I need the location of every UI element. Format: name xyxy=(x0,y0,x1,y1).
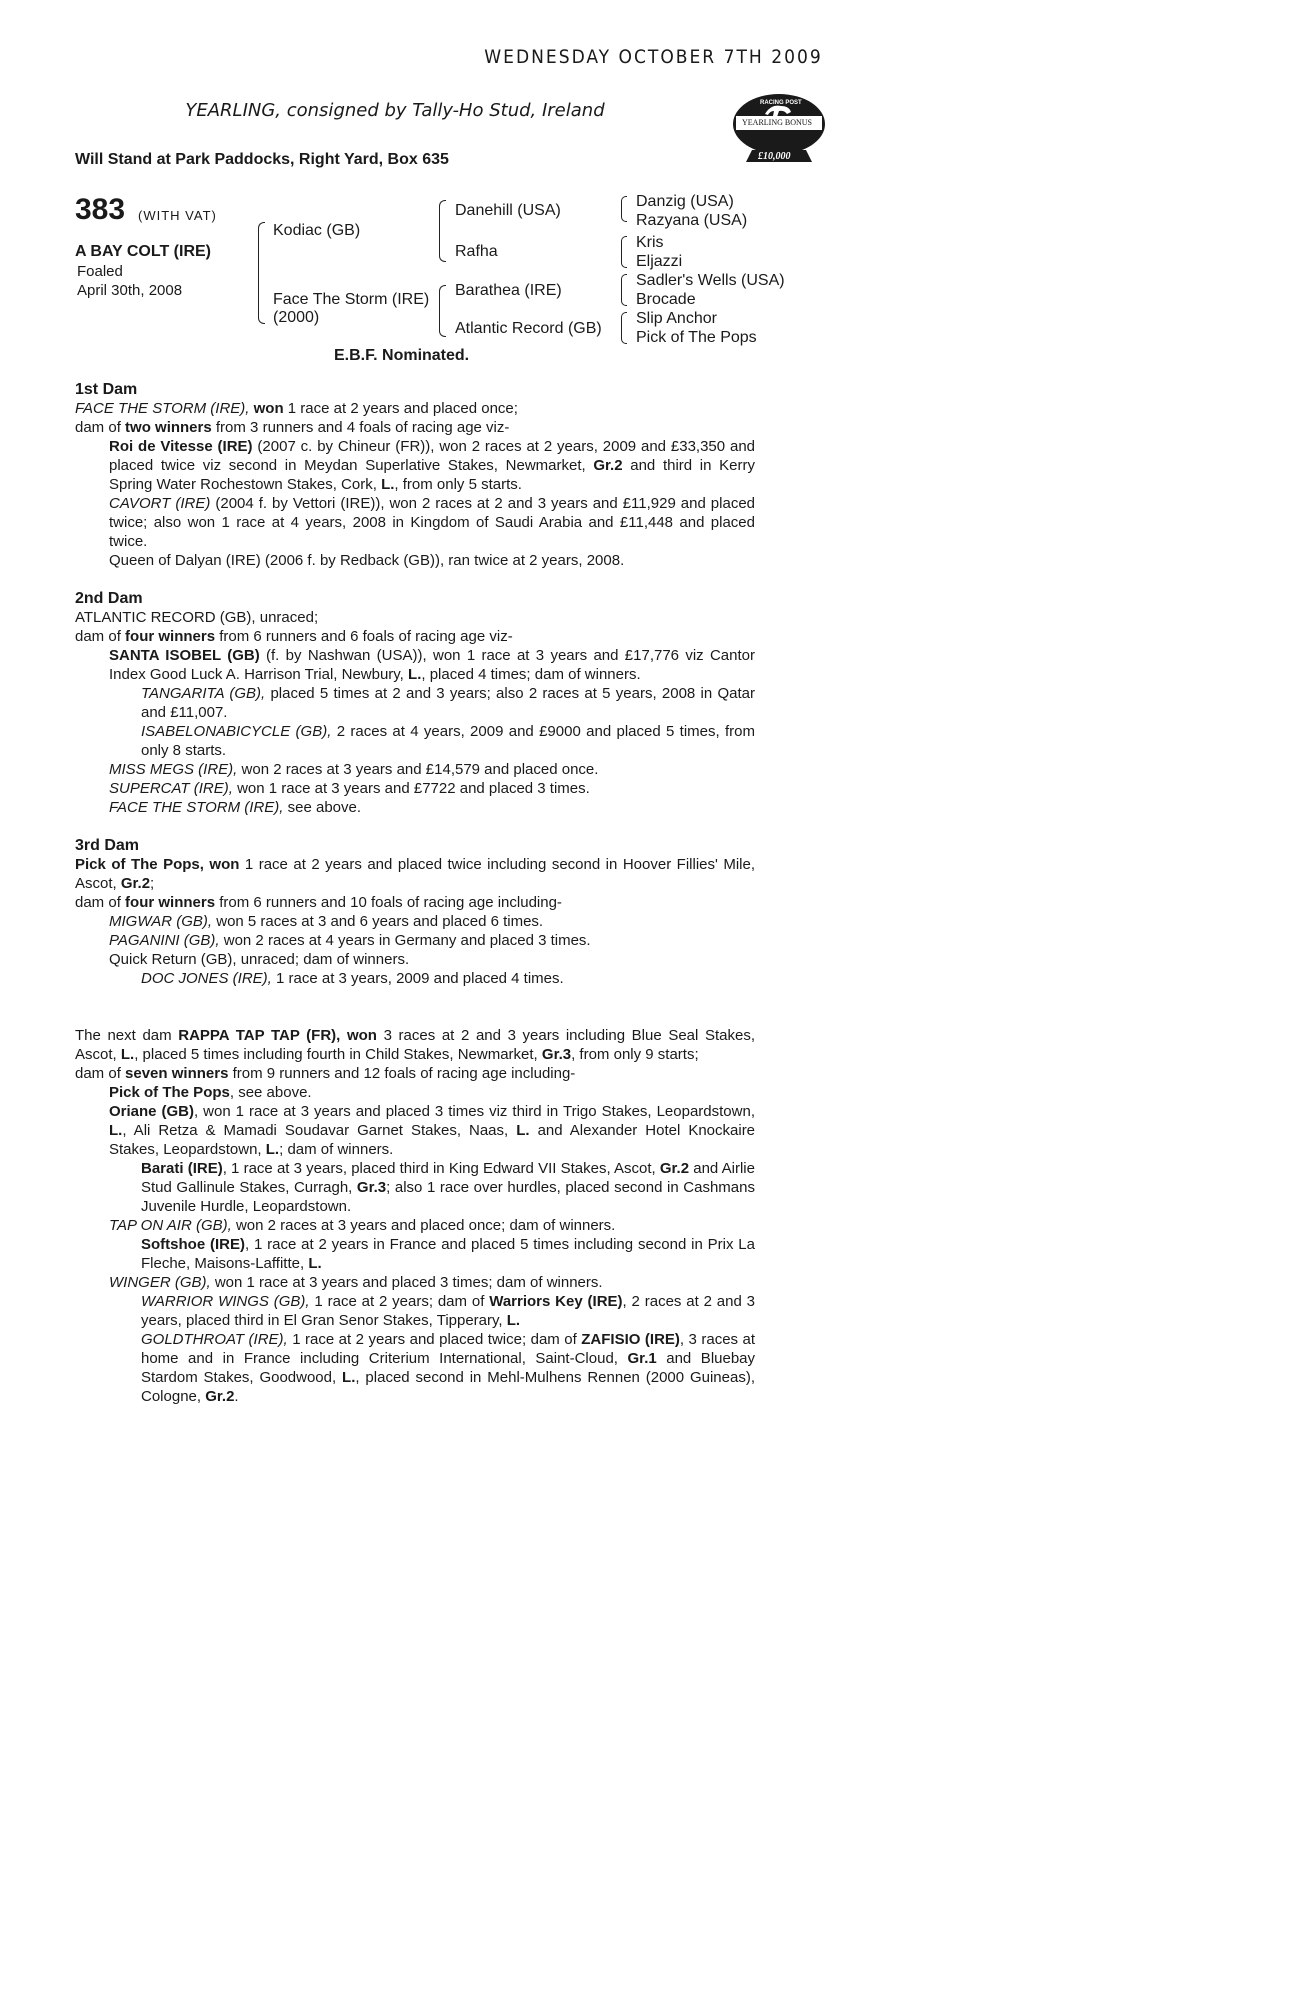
progeny-text: ; dam of winners. xyxy=(279,1141,394,1158)
first-dam-record: 1 race at 2 years and placed once; xyxy=(287,400,518,417)
progeny-name: WARRIOR WINGS (GB), xyxy=(141,1293,310,1310)
sale-date: WEDNESDAY OCTOBER 7TH 2009 xyxy=(484,46,823,68)
badge-bottom-text: £10,000 xyxy=(758,151,791,162)
progeny-text: won 2 races at 3 years and £14,579 and placed once. xyxy=(241,761,599,778)
progeny-face-the-storm xyxy=(75,798,755,817)
pedigree-dam-dam: Atlantic Record (GB) xyxy=(455,320,602,337)
progeny-name: Roi de Vitesse (IRE) xyxy=(109,438,253,455)
pedigree-dam-year: (2000) xyxy=(273,309,320,326)
progeny-name: MIGWAR (GB), xyxy=(109,913,213,930)
third-dam-line1 xyxy=(75,855,755,893)
progeny-name: MISS MEGS (IRE), xyxy=(109,761,238,778)
pedigree-g5: Sadler's Wells (USA) xyxy=(636,272,785,289)
progeny-text: , placed second in Mehl-Mulhens Rennen (2000 Guineas), Cologne, xyxy=(141,1369,755,1405)
badge-top-text: RACING POST xyxy=(760,100,802,106)
dam-of-label: dam of xyxy=(75,628,121,645)
pedigree-sire-sire: Danehill (USA) xyxy=(455,202,561,219)
winners-count: two winners xyxy=(125,419,212,436)
progeny-goldthroat xyxy=(75,1330,755,1406)
second-dam-line1: ATLANTIC RECORD (GB), unraced; xyxy=(75,609,319,626)
progeny-text: won 1 race at 3 years and placed 3 times; dam of winners. xyxy=(214,1274,603,1291)
progeny-name: Softshoe (IRE) xyxy=(141,1236,245,1253)
progeny-softshoe xyxy=(75,1235,755,1273)
progeny-name: TAP ON AIR (GB), xyxy=(109,1217,232,1234)
pedigree-sire: Kodiac (GB) xyxy=(273,222,361,239)
progeny-text: won 2 races at 3 years and placed once; dam of winners. xyxy=(235,1217,616,1234)
listed-label: L. xyxy=(342,1369,356,1386)
ebf-nominated: E.B.F. Nominated. xyxy=(334,347,470,364)
progeny-name: PAGANINI (GB), xyxy=(109,932,220,949)
grade-label: Gr.2 xyxy=(659,1160,690,1177)
dam-name: Pick of The Pops xyxy=(75,856,200,873)
winners-count: four winners xyxy=(125,628,216,645)
progeny-text: and third in Kerry Spring Water Rochestown Stakes, Cork, xyxy=(109,457,755,493)
pedigree-g8: Pick of The Pops xyxy=(636,329,757,346)
progeny-name: Pick of The Pops xyxy=(109,1084,230,1101)
progeny-name: DOC JONES (IRE), xyxy=(141,970,272,987)
dam-record: , from only 9 starts; xyxy=(571,1046,699,1063)
progeny-text: won 5 races at 3 and 6 years and placed 6 times. xyxy=(216,913,544,930)
dam-of-label: dam of xyxy=(75,419,121,436)
progeny-text: , see above. xyxy=(229,1084,312,1101)
second-dam-line2 xyxy=(75,627,755,646)
first-dam-line1 xyxy=(75,399,755,418)
catalogue-text xyxy=(75,380,755,1406)
pedigree-g2: Razyana (USA) xyxy=(636,212,748,229)
pedigree-brace-dam xyxy=(439,285,446,337)
grade-label: Gr.2 xyxy=(120,875,151,892)
winners-count: four winners xyxy=(125,894,216,911)
pedigree-brace-g78 xyxy=(621,312,627,344)
progeny-supercat xyxy=(75,779,755,798)
pedigree-brace-g34 xyxy=(621,236,627,268)
pedigree-brace-sire xyxy=(439,200,446,262)
horse-description: A BAY COLT (IRE) xyxy=(75,243,212,260)
progeny-text: , won 1 race at 3 years and placed 3 times viz third in Trigo Stakes, Leopardstown, xyxy=(194,1103,755,1120)
progeny-name: Warriors Key (IRE) xyxy=(489,1293,623,1310)
listed-label: L. xyxy=(381,476,395,493)
badge-middle-text: YEARLING BONUS xyxy=(742,118,812,127)
punctuation: ; xyxy=(150,875,155,892)
listed-label: L. xyxy=(308,1255,322,1272)
pedigree-dam: Face The Storm (IRE) xyxy=(273,291,430,308)
progeny-text: ; also 1 race over hurdles, placed second in Cashmans Juvenile Hurdle, Leopardstown. xyxy=(141,1179,755,1215)
progeny-text: (2004 f. by Vettori (IRE)), won 2 races at 2 and 3 years and £11,929 and placed twice; also won 1 race at 4 years, 2008 in Kingdom of Saudi Arabia and £11,448 and placed twice. xyxy=(109,495,755,550)
progeny-quick-return: Quick Return (GB), unraced; dam of winners. xyxy=(109,951,410,968)
third-dam-line2 xyxy=(75,893,755,912)
progeny-name: SUPERCAT (IRE), xyxy=(109,780,233,797)
progeny-queen xyxy=(75,551,755,570)
progeny-text: 1 race at 3 years, 2009 and placed 4 times. xyxy=(276,970,564,987)
progeny-text: and Bluebay Stardom Stakes, Goodwood, xyxy=(141,1350,756,1386)
second-dam-heading: 2nd Dam xyxy=(75,590,143,607)
progeny-name: Oriane (GB) xyxy=(109,1103,195,1120)
progeny-name: TANGARITA (GB), xyxy=(141,685,266,702)
pedigree-g7: Slip Anchor xyxy=(636,310,717,327)
progeny-paganini xyxy=(75,931,755,950)
foals-summary: from 6 runners and 10 foals of racing age including- xyxy=(219,894,562,911)
progeny-text: , Ali Retza & Mamadi Soudavar Garnet Stakes, Naas, xyxy=(122,1122,509,1139)
dam-name: RAPPA TAP TAP (FR), won xyxy=(178,1027,377,1044)
consignor-line: YEARLING, consigned by Tally-Ho Stud, Ireland xyxy=(185,100,605,121)
pedigree-brace-g12 xyxy=(621,196,627,222)
winners-count: seven winners xyxy=(125,1065,229,1082)
dam-of-label: dam of xyxy=(75,1065,121,1082)
progeny-isabelonabicycle xyxy=(75,722,755,760)
progeny-text: , 1 race at 2 years in France and placed 5 times including second in Prix La Fleche, Maisons-Laffitte, xyxy=(141,1236,755,1272)
pedigree-g3: Kris xyxy=(636,234,664,251)
next-dam-line1 xyxy=(75,1026,755,1064)
progeny-barati xyxy=(75,1159,755,1216)
progeny-text: , from only 5 starts. xyxy=(394,476,522,493)
pedigree-sire-dam: Rafha xyxy=(455,243,498,260)
foals-summary: from 3 runners and 4 foals of racing age viz- xyxy=(215,419,510,436)
progeny-oriane xyxy=(75,1102,755,1159)
stand-location: Will Stand at Park Paddocks, Right Yard, Box 635 xyxy=(75,151,449,168)
progeny-santa xyxy=(75,646,755,684)
foals-summary: from 9 runners and 12 foals of racing age including- xyxy=(232,1065,576,1082)
listed-label: L. xyxy=(506,1312,521,1329)
grade-label: Gr.3 xyxy=(356,1179,387,1196)
progeny-warrior-wings xyxy=(75,1292,755,1330)
progeny-text: see above. xyxy=(287,799,362,816)
progeny-text: and Alexander Hotel Knockaire Stakes, Leopardstown, xyxy=(109,1122,756,1158)
pedigree-g6: Brocade xyxy=(636,291,696,308)
first-dam-line2 xyxy=(75,418,755,437)
progeny-text: won 1 race at 3 years and £7722 and placed 3 times. xyxy=(237,780,590,797)
progeny-migwar xyxy=(75,912,755,931)
progeny-text: 1 race at 2 years and placed twice; dam of xyxy=(292,1331,577,1348)
dam-record: 1 race at 2 years and placed twice including second in Hoover Fillies' Mile, Ascot, xyxy=(75,856,756,892)
progeny-text: Queen of Dalyan (IRE) (2006 f. by Redback (GB)), ran twice at 2 years, 2008. xyxy=(109,552,625,569)
pedigree-dam-sire: Barathea (IRE) xyxy=(455,282,562,299)
vat-note: (WITH VAT) xyxy=(138,208,217,223)
grade-label: Gr.2 xyxy=(205,1388,235,1405)
progeny-miss-megs xyxy=(75,760,755,779)
pedigree-g1: Danzig (USA) xyxy=(636,193,734,210)
progeny-name: SANTA ISOBEL (GB) xyxy=(109,647,260,664)
won-label: , won xyxy=(199,856,240,873)
progeny-text: 2 races at 4 years, 2009 and £9000 and placed 5 times, from only 8 starts. xyxy=(141,723,755,759)
listed-label: L. xyxy=(120,1046,135,1063)
listed-label: L. xyxy=(408,666,422,683)
listed-label: L. xyxy=(265,1141,280,1158)
progeny-text: , 3 races at home and in France including Criterium International, Saint-Cloud, xyxy=(141,1331,756,1367)
progeny-name: ZAFISIO (IRE) xyxy=(581,1331,680,1348)
third-dam-heading: 3rd Dam xyxy=(75,837,140,854)
foals-summary: from 6 runners and 6 foals of racing age viz- xyxy=(219,628,513,645)
progeny-text: , 1 race at 3 years, placed third in King Edward VII Stakes, Ascot, xyxy=(222,1160,656,1177)
progeny-cavort xyxy=(75,494,755,551)
progeny-text: , placed 4 times; dam of winners. xyxy=(421,666,641,683)
listed-label: L. xyxy=(109,1122,123,1139)
progeny-name: GOLDTHROAT (IRE), xyxy=(141,1331,288,1348)
progeny-name: CAVORT (IRE) xyxy=(109,495,211,512)
foaled-label: Foaled xyxy=(77,263,123,280)
progeny-text: won 2 races at 4 years in Germany and placed 3 times. xyxy=(223,932,591,949)
lot-number: 383 xyxy=(75,193,126,226)
progeny-name: ISABELONABICYCLE (GB), xyxy=(141,723,332,740)
dam-record: 3 races at 2 and 3 years including Blue Seal Stakes, Ascot, xyxy=(75,1027,755,1063)
punctuation: . xyxy=(234,1388,239,1405)
pedigree-g4: Eljazzi xyxy=(636,253,683,270)
progeny-text: , 2 races at 2 and 3 years, placed third in El Gran Senor Stakes, Tipperary, xyxy=(141,1293,755,1329)
foaled-date: April 30th, 2008 xyxy=(77,282,183,299)
first-dam-name: FACE THE STORM (IRE), xyxy=(75,400,250,417)
grade-label: Gr.1 xyxy=(627,1350,657,1367)
progeny-name: WINGER (GB), xyxy=(109,1274,211,1291)
dam-record: , placed 5 times including fourth in Child Stakes, Newmarket, xyxy=(134,1046,538,1063)
pedigree-brace-g56 xyxy=(621,274,627,306)
won-label: won xyxy=(253,400,284,417)
progeny-tangarita xyxy=(75,684,755,722)
progeny-text: placed 5 times at 2 and 3 years; also 2 races at 5 years, 2008 in Qatar and £11,007. xyxy=(141,685,755,721)
grade-label: Gr.3 xyxy=(541,1046,572,1063)
progeny-name: FACE THE STORM (IRE), xyxy=(109,799,284,816)
progeny-text: (f. by Nashwan (USA)), won 1 race at 3 years and £17,776 viz Cantor Index Good Luck A. Harrison Trial, Newbury, xyxy=(109,647,755,683)
progeny-roi xyxy=(75,437,755,494)
progeny-text: 1 race at 2 years; dam of xyxy=(314,1293,485,1310)
progeny-text: and Airlie Stud Gallinule Stakes, Curragh, xyxy=(141,1160,755,1196)
progeny-text: (2007 c. by Chineur (FR)), won 2 races at 2 years, 2009 and £33,350 and placed twice viz second in Meydan Superlative Stakes, Newmarket, xyxy=(109,438,756,474)
progeny-name: Barati (IRE) xyxy=(141,1160,223,1177)
first-dam-heading: 1st Dam xyxy=(75,381,138,398)
progeny-pick-of-the-pops xyxy=(75,1083,755,1102)
progeny-doc-jones xyxy=(75,969,755,988)
grade-label: Gr.2 xyxy=(593,457,623,474)
dam-of-label: dam of xyxy=(75,894,121,911)
next-dam-line2 xyxy=(75,1064,755,1083)
yearling-bonus-badge xyxy=(730,92,828,166)
pedigree-brace-main xyxy=(258,222,265,324)
progeny-winger xyxy=(75,1273,755,1292)
listed-label: L. xyxy=(516,1122,530,1139)
next-dam-intro: The next dam xyxy=(75,1027,172,1044)
progeny-tap-on-air xyxy=(75,1216,755,1235)
